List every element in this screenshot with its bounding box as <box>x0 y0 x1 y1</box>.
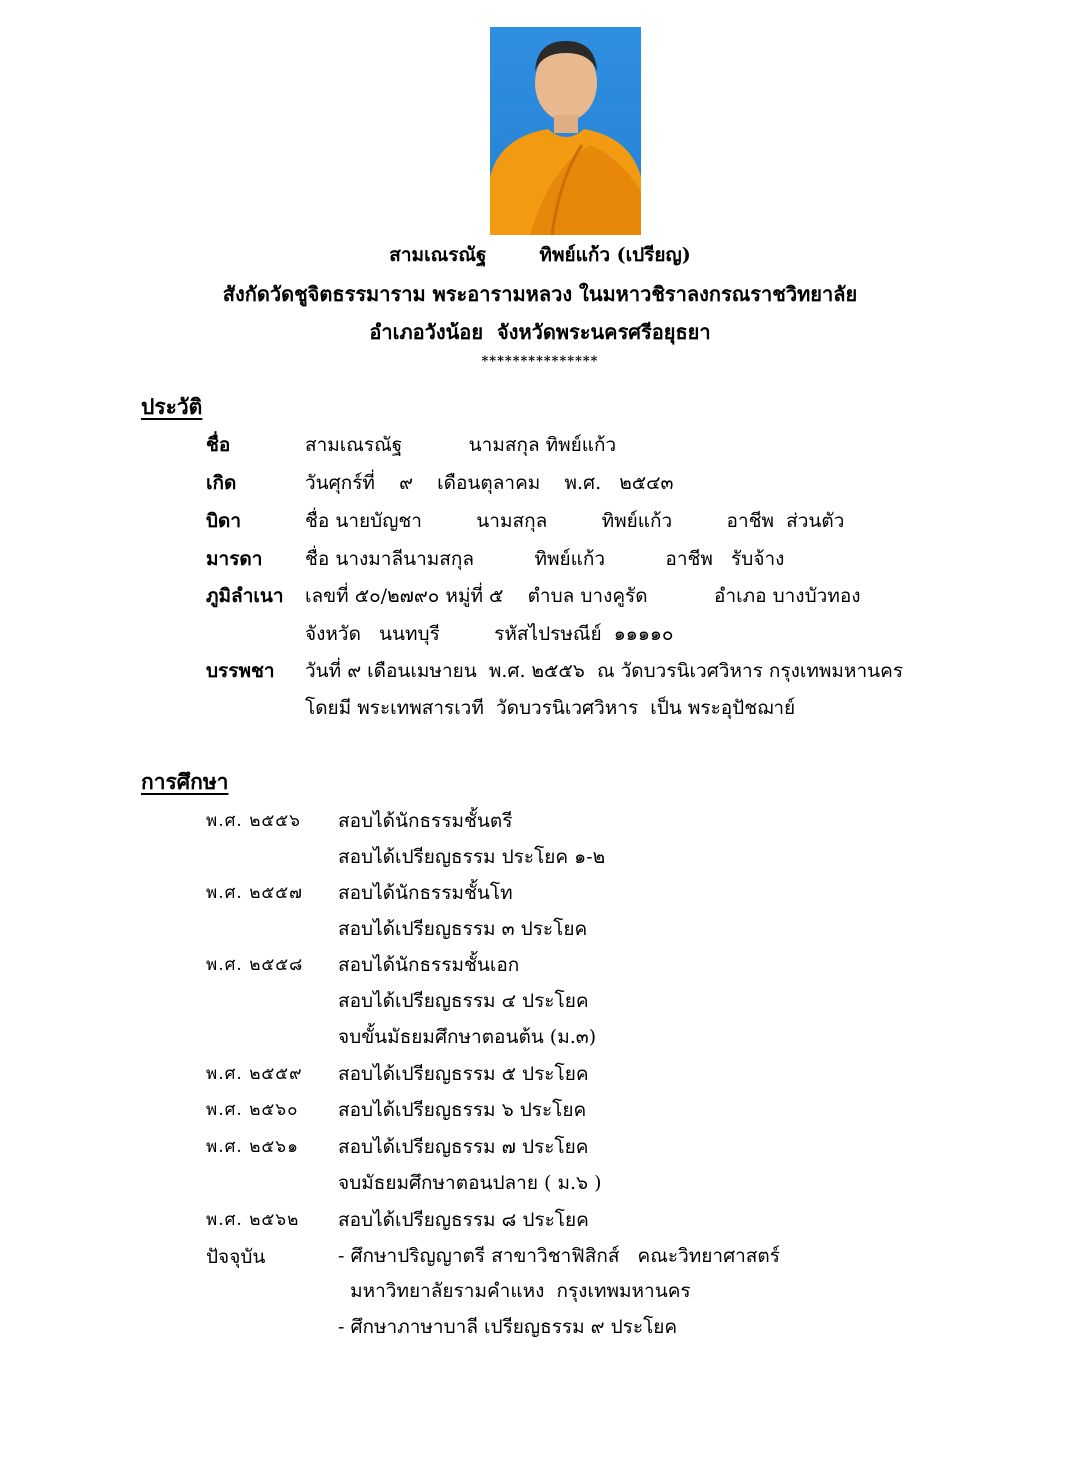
edu-item: สอบได้นักธรรมชั้นเอก <box>338 954 520 976</box>
value-hometown-line1: เลขที่ ๕๐/๒๗๙๐ หมู่ที่ ๕ ตำบล บางคูรัด อำเภอ บางบัวทอง <box>305 585 861 607</box>
edu-year: พ.ศ. ๒๕๖๐ <box>206 1100 299 1120</box>
value-hometown-line2: จังหวัด นนทบุรี รหัสไปรษณีย์ ๑๑๑๑๐ <box>305 623 674 645</box>
edu-year: พ.ศ. ๒๕๖๑ <box>206 1137 299 1157</box>
edu-item: สอบได้เปรียญธรรม ประโยค ๑-๒ <box>338 846 606 868</box>
label-birth: เกิด <box>206 472 237 494</box>
edu-year: พ.ศ. ๒๕๖๒ <box>206 1210 300 1230</box>
label-father: บิดา <box>206 510 242 532</box>
separator-line: *************** <box>481 354 599 369</box>
profile-section-title: ประวัติ <box>141 394 203 419</box>
edu-year: ปัจจุบัน <box>206 1246 266 1268</box>
edu-item: สอบได้เปรียญธรรม ๗ ประโยค <box>338 1136 589 1158</box>
edu-year: พ.ศ. ๒๕๕๖ <box>206 811 301 831</box>
label-mother: มารดา <box>206 548 263 570</box>
value-ordination-line1: วันที่ ๙ เดือนเมษายน พ.ศ. ๒๕๕๖ ณ วัดบวรนิเวศวิหาร กรุงเทพมหานคร <box>305 660 904 682</box>
edu-item: - ศึกษาปริญญาตรี สาขาวิชาฟิสิกส์ คณะวิทยาศาสตร์ <box>338 1245 780 1267</box>
label-ordination: บรรพชา <box>206 660 275 682</box>
education-section-title: การศึกษา <box>141 769 229 794</box>
value-name: สามเณรณัฐ นามสกุล ทิพย์แก้ว <box>305 434 617 456</box>
value-father: ชื่อ นายบัญชา นามสกุล ทิพย์แก้ว อาชีพ ส่วนตัว <box>305 510 845 532</box>
edu-item: สอบได้เปรียญธรรม ๓ ประโยค <box>338 918 588 940</box>
location-heading: อำเภอวังน้อย จังหวัดพระนครศรีอยุธยา <box>369 320 711 344</box>
edu-item: สอบได้นักธรรมชั้นตรี <box>338 810 513 832</box>
value-mother: ชื่อ นางมาลีนามสกุล ทิพย์แก้ว อาชีพ รับจ้าง <box>305 548 785 570</box>
edu-year: พ.ศ. ๒๕๕๘ <box>206 955 304 975</box>
portrait-photo <box>490 27 641 235</box>
edu-item: สอบได้เปรียญธรรม ๘ ประโยค <box>338 1209 589 1231</box>
edu-item: สอบได้เปรียญธรรม ๕ ประโยค <box>338 1063 589 1085</box>
edu-year: พ.ศ. ๒๕๕๗ <box>206 883 303 903</box>
value-birth: วันศุกร์ที่ ๙ เดือนตุลาคม พ.ศ. ๒๕๔๓ <box>305 472 674 494</box>
edu-year: พ.ศ. ๒๕๕๙ <box>206 1064 303 1084</box>
edu-item: จบขั้นมัธยมศึกษาตอนต้น (ม.๓) <box>338 1026 597 1048</box>
affiliation-heading: สังกัดวัดชูจิตธรรมาราม พระอารามหลวง ในมหาวชิราลงกรณราชวิทยาลัย <box>222 282 858 306</box>
edu-item: สอบได้เปรียญธรรม ๔ ประโยค <box>338 990 589 1012</box>
portrait-illustration <box>490 27 641 235</box>
value-ordination-line2: โดยมี พระเทพสารเวที วัดบวรนิเวศวิหาร เป็น พระอุปัชฌาย์ <box>305 697 796 719</box>
label-hometown: ภูมิลำเนา <box>206 585 284 607</box>
name-heading: สามเณรณัฐ ทิพย์แก้ว (เปรียญ) <box>389 244 691 266</box>
edu-item: จบมัธยมศึกษาตอนปลาย ( ม.๖ ) <box>338 1172 602 1194</box>
edu-item: สอบได้นักธรรมชั้นโท <box>338 882 513 904</box>
label-name: ชื่อ <box>206 434 231 456</box>
edu-item: มหาวิทยาลัยรามคำแหง กรุงเทพมหานคร <box>338 1280 691 1302</box>
edu-item: สอบได้เปรียญธรรม ๖ ประโยค <box>338 1099 587 1121</box>
edu-item: - ศึกษาภาษาบาลี เปรียญธรรม ๙ ประโยค <box>338 1316 678 1338</box>
